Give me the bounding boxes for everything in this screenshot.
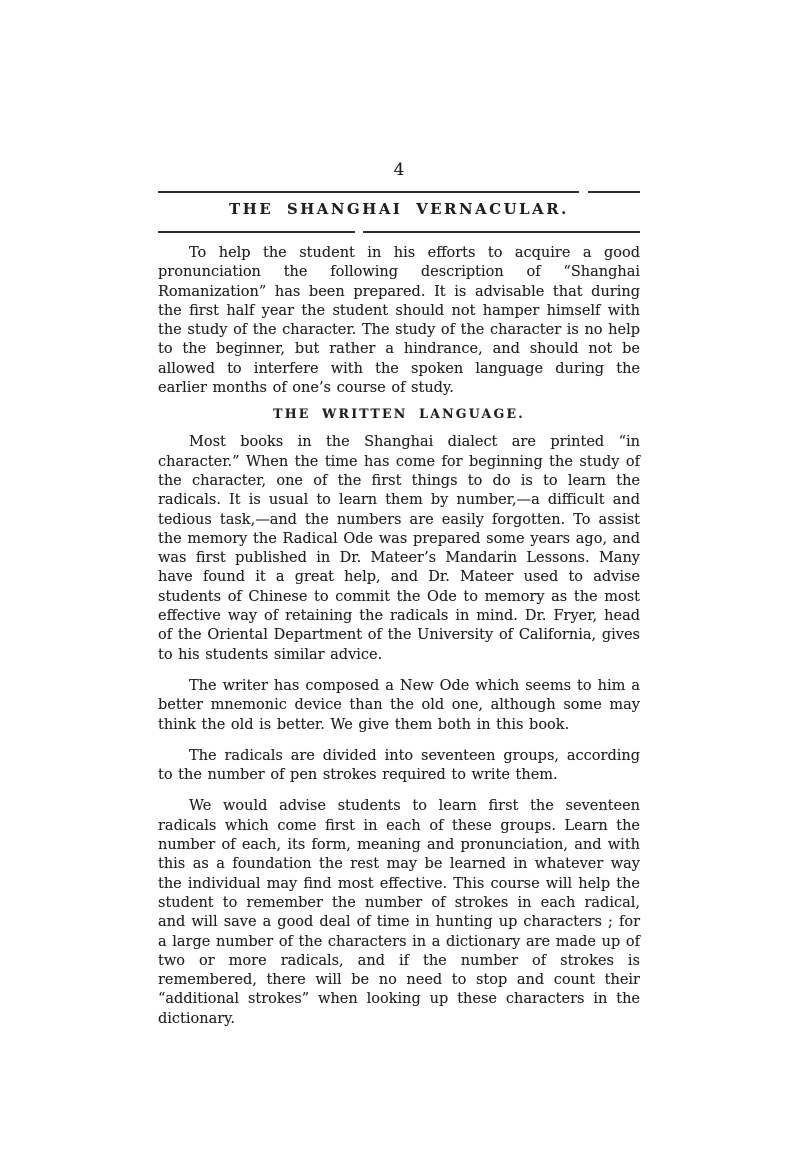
body-paragraph-1: Most books in the Shanghai dialect are printed “in character.” When the time has come for beginning the study of the character, one of the first things to do is to learn the radicals. It is usual to learn them by number,—a difficult and tedious task,—and the numbers are easily forgotten. To assist the memory the Radical Ode was prepared some years ago, and was first published in Dr. Mateer’s Mandarin Lessons. Many have found it a great help, and Dr. Mateer used to advise students of Chinese to commit the Ode to memory as the most effective way of retaining the radicals in mind. Dr. Fryer, head of the Oriental Department of the University of California, gives to his students similar advice. <box>158 434 640 663</box>
rule-segment-long <box>158 191 579 193</box>
rule-segment-short <box>588 191 640 193</box>
body-paragraph-3: The radicals are divided into seventeen groups, according to the number of pen strokes required to write them. <box>158 747 640 784</box>
header-rule-bottom <box>158 231 640 233</box>
body-paragraph-4: We would advise students to learn first the seventeen radicals which come first in each of these groups. Learn the number of each, its form, meaning and pronunciation, and with this as a foundation the rest may be learned in whatever way the individual may find most effective. This course will help the student to remember the number of strokes in each radical, and will save a good deal of time in hunting up characters ; for a large number of the characters in a dictionary are made up of two or more radicals, and if the number of strokes is remembered, there will be no need to stop and count their “additional strokes” when looking up these characters in the dictionary. <box>158 798 640 1027</box>
section-heading: THE WRITTEN LANGUAGE. <box>273 406 525 422</box>
rule-segment-right <box>363 231 640 233</box>
running-title: THE SHANGHAI VERNACULAR. <box>229 201 569 218</box>
body-paragraph-2: The writer has composed a New Ode which seems to him a better mnemonic device than the old one, although some may think the old is better. We give them both in this book. <box>158 677 640 733</box>
header-rule-top <box>158 191 640 193</box>
intro-paragraph: To help the student in his efforts to acquire a good pronunciation the following description of “Shanghai Romanization” has been prepared. It is advisable that during the first half year the student should not hamper himself with the study of the character. The study of the character is no help to the beginner, but rather a hindrance, and should not be allowed to interfere with the spoken language during the earlier months of one’s course of study. <box>158 245 640 397</box>
scanned-book-page <box>158 160 640 1029</box>
page-number: 4 <box>393 160 405 180</box>
rule-segment-left <box>158 231 355 233</box>
